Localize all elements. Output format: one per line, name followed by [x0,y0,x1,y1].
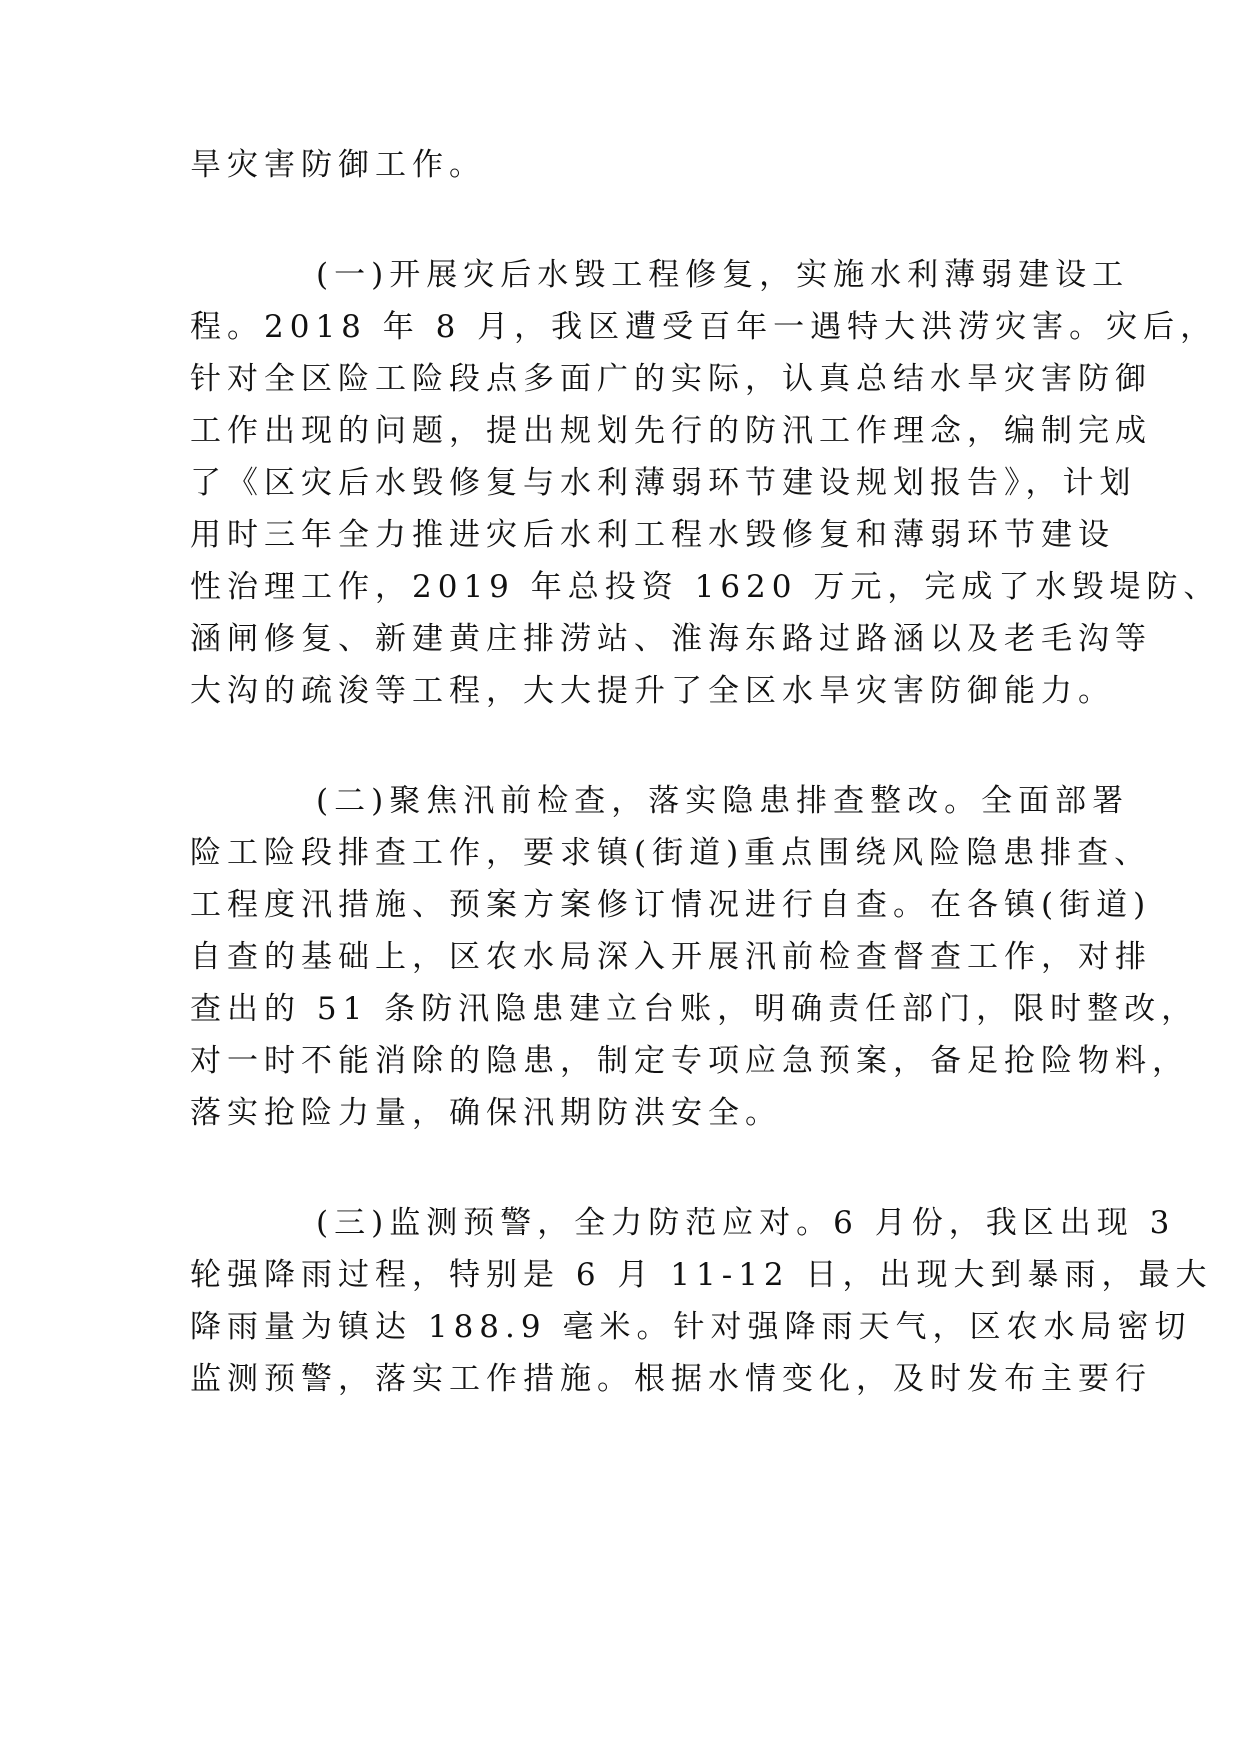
paragraph-spacer [190,198,1060,256]
text-line: 险工险段排查工作，要求镇(街道)重点围绕风险隐患排查、 [190,835,1152,871]
section-heading-line: (二)聚焦汛前检查，落实隐患排查整改。全面部署 [316,783,1130,819]
text-line: 涵闸修复、新建黄庄排涝站、淮海东路过路涵以及老毛沟等 [190,621,1152,657]
text-line: 对一时不能消除的隐患，制定专项应急预案，备足抢险物料， [190,1043,1189,1079]
text-line: 轮强降雨过程，特别是 6 月 11-12 日，出现大到暴雨，最大 [190,1257,1213,1293]
paragraph-spacer [190,724,1060,782]
paragraph-section-1 [190,256,1221,724]
text-line: 用时三年全力推进灾后水利工程水毁修复和薄弱环节建设 [190,517,1115,553]
text-line: 性治理工作，2019 年总投资 1620 万元，完成了水毁堤防、 [190,569,1221,605]
text-line: 大沟的疏浚等工程，大大提升了全区水旱灾害防御能力。 [190,673,1115,709]
text-line: 查出的 51 条防汛隐患建立台账，明确责任部门，限时整改， [190,991,1199,1027]
text-line: 工作出现的问题，提出规划先行的防汛工作理念，编制完成 [190,413,1152,449]
paragraph-section-3 [190,1204,1213,1412]
paragraph-intro-end [190,146,1060,198]
text-line: 监测预警，落实工作措施。根据水情变化，及时发布主要行 [190,1361,1152,1397]
text-line: 了《区灾后水毁修复与水利薄弱环节建设规划报告》，计划 [190,465,1137,501]
paragraph-spacer [190,1146,1060,1204]
text-line: 旱灾害防御工作。 [190,147,486,183]
section-heading-line: (一)开展灾后水毁工程修复，实施水利薄弱建设工 [316,257,1130,293]
text-line: 针对全区险工险段点多面广的实际，认真总结水旱灾害防御 [190,361,1152,397]
paragraph-section-2 [190,782,1199,1146]
text-line: 降雨量为镇达 188.9 毫米。针对强降雨天气，区农水局密切 [190,1309,1192,1345]
document-body [190,146,1221,1412]
text-line: 自查的基础上，区农水局深入开展汛前检查督查工作，对排 [190,939,1152,975]
text-line: 程。2018 年 8 月，我区遭受百年一遇特大洪涝灾害。灾后， [190,309,1218,345]
section-heading-line: (三)监测预警，全力防范应对。6 月份，我区出现 3 [316,1205,1176,1241]
text-line: 落实抢险力量，确保汛期防洪安全。 [190,1095,782,1131]
text-line: 工程度汛措施、预案方案修订情况进行自查。在各镇(街道) [190,887,1152,923]
